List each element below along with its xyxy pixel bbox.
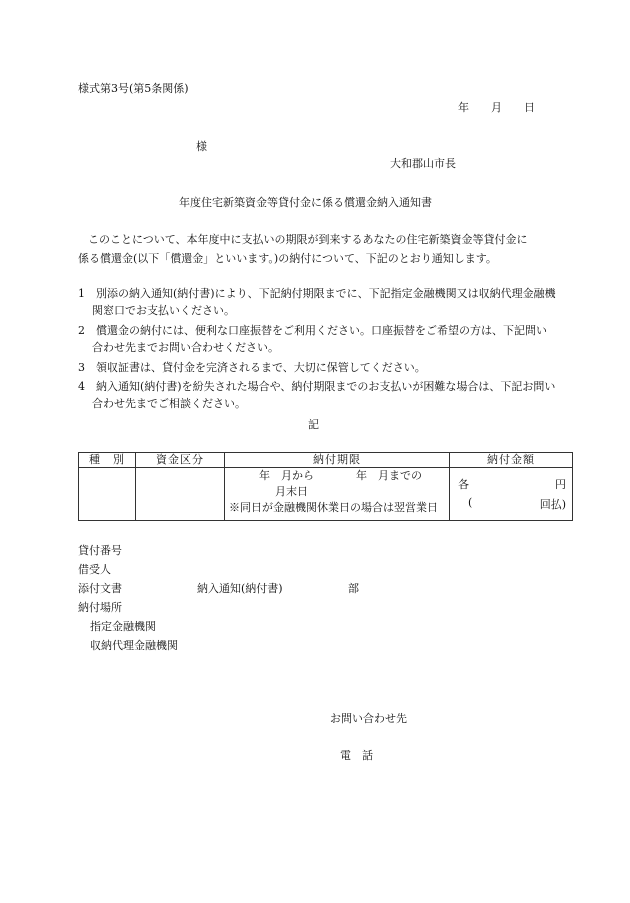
item-number: 2 — [78, 324, 85, 337]
cell-due-date — [225, 468, 450, 521]
cell-type — [79, 468, 136, 521]
header-fund-category: 資金区分 — [136, 453, 225, 468]
item-text: 納入通知(納付書)を紛失された場合や、納付期限までのお支払いが困難な場合は、下記お問い合わせ先までご相談ください。 — [92, 380, 556, 410]
loan-number-label: 貸付番号 — [78, 544, 122, 557]
attachments-value: 納入通知(納付書) — [197, 582, 283, 595]
cell-fund-category — [136, 468, 225, 521]
item-number: 3 — [78, 361, 85, 374]
amount-each: 各 — [458, 478, 469, 491]
list-item — [78, 378, 556, 412]
date-line: 年 月 日 — [458, 101, 535, 114]
designated-bank-label: 指定金融機関 — [90, 620, 156, 633]
due-from: 年 月から — [259, 469, 314, 482]
amount-installment: 回払) — [539, 498, 566, 511]
document-title: 年度住宅新築資金等貸付金に係る償還金納入通知書 — [179, 196, 432, 209]
due-note: ※同日が金融機関休業日の場合は翌営業日 — [229, 501, 438, 514]
item-text: 償還金の納付には、便利な口座振替をご利用ください。口座振替をご希望の方は、下記問い合わせ先までお問い合わせください。 — [92, 324, 547, 354]
agent-bank-label: 収納代理金融機関 — [90, 639, 178, 652]
item-number: 4 — [78, 380, 85, 393]
cell-amount — [450, 468, 573, 521]
attachments-label: 添付文書 — [78, 582, 122, 595]
header-type: 種 別 — [79, 453, 136, 468]
form-number: 様式第3号(第5条関係) — [78, 82, 189, 95]
amount-yen: 円 — [555, 478, 566, 491]
borrower-label: 借受人 — [78, 563, 111, 576]
due-to: 年 月までの — [356, 469, 422, 482]
header-due-date: 納付期限 — [225, 453, 450, 468]
item-text: 領収証書は、貸付金を完済されるまで、大切に保管してください。 — [96, 361, 426, 374]
amount-paren: ( — [468, 496, 473, 509]
due-month-end: 月末日 — [275, 485, 308, 498]
ki-marker: 記 — [308, 418, 319, 431]
intro-line-1: このことについて、本年度中に支払いの期限が到来するあなたの住宅新築資金等貸付金に — [88, 233, 528, 246]
header-amount: 納付金額 — [450, 453, 573, 468]
contact-phone-label: 電 話 — [340, 749, 373, 762]
item-text: 別添の納入通知(納付書)により、下記納付期限までに、下記指定金融機関又は収納代理金融機関窓口でお支払いください。 — [92, 287, 556, 317]
issuer-name: 大和郡山市長 — [390, 157, 456, 170]
payment-place-label: 納付場所 — [78, 601, 122, 614]
list-item — [78, 285, 556, 319]
table-row — [79, 468, 573, 521]
list-item — [78, 359, 556, 376]
list-item — [78, 322, 556, 356]
recipient-suffix: 様 — [196, 140, 207, 153]
contact-label: お問い合わせ先 — [330, 712, 407, 725]
payment-table — [78, 452, 573, 521]
intro-line-2: 係る償還金(以下「償還金」といいます。)の納付について、下記のとおり通知します。 — [78, 252, 497, 265]
item-number: 1 — [78, 287, 85, 300]
attachments-unit: 部 — [348, 582, 359, 595]
table-header-row — [79, 453, 573, 468]
